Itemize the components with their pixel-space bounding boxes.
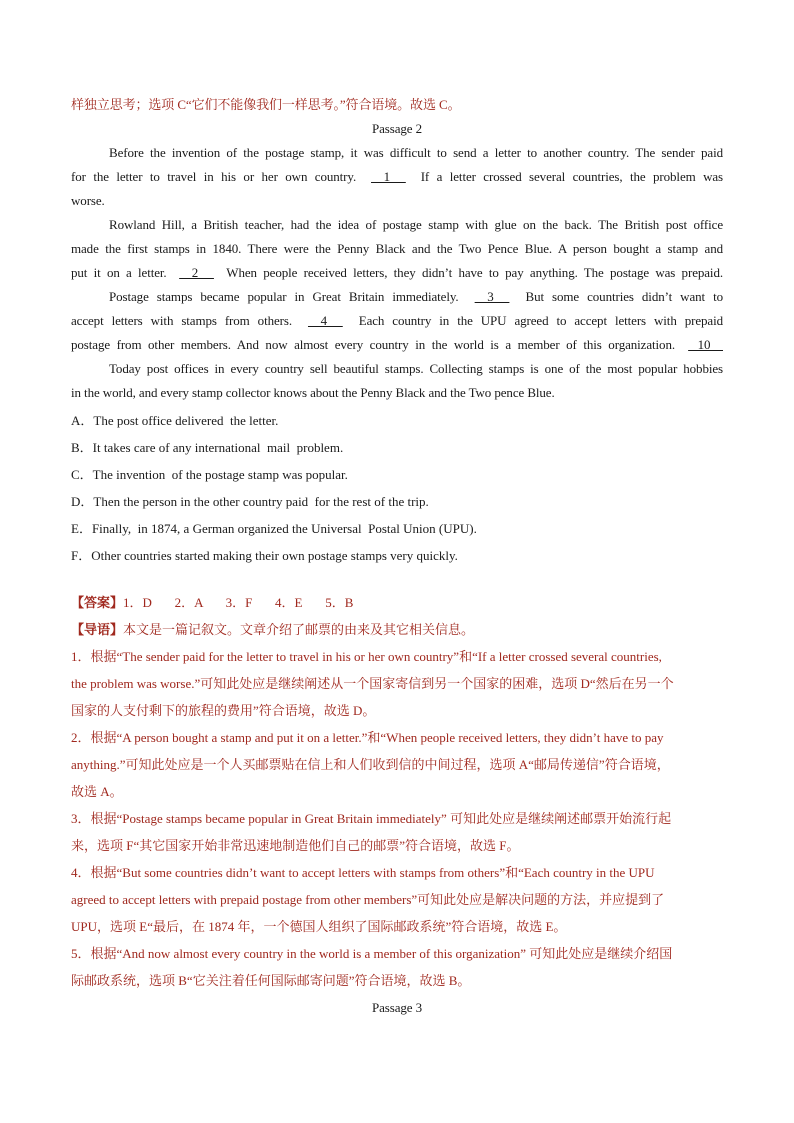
passage-line-text: worse. bbox=[71, 193, 105, 208]
passage-line-text: made the first stamps in 1840. There were the Penny Black and the Two Pence Blue. A person bought a stamp and bbox=[71, 241, 723, 256]
option-item: E．Finally, in 1874, a German organized the Universal Postal Union (UPU). bbox=[71, 521, 477, 536]
passage-line bbox=[71, 189, 723, 213]
option-item: F．Other countries started making their own postage stamps very quickly. bbox=[71, 548, 458, 563]
passage-line-text: Before the invention of the postage stamp, it was difficult to send a letter to another country. The sender paid bbox=[109, 145, 723, 160]
explanations bbox=[71, 643, 723, 994]
option-item: D．Then the person in the other country paid for the rest of the trip. bbox=[71, 494, 429, 509]
document-page bbox=[71, 93, 723, 1020]
passage-2-body bbox=[71, 141, 723, 405]
passage-line bbox=[71, 309, 723, 333]
passage-line-text: accept letters with stamps from others. bbox=[71, 313, 308, 328]
passage-line bbox=[71, 213, 723, 237]
passage-line-text: postage from other members. And now almost every country in the world is a member of this organization. bbox=[71, 337, 689, 352]
passage-line bbox=[71, 357, 723, 381]
passage-line-text: for the letter to travel in his or her own country. bbox=[71, 169, 372, 184]
option-item: C．The invention of the postage stamp was popular. bbox=[71, 467, 348, 482]
answer-label: 【答案】 bbox=[71, 595, 124, 610]
passage-line-text: put it on a letter. bbox=[71, 265, 180, 280]
passage-line bbox=[71, 285, 723, 309]
passage-line-text: But some countries didn’t want to bbox=[509, 289, 723, 304]
guide-label: 【导语】 bbox=[71, 622, 124, 637]
guide-text: 本文是一篇记叙文。文章介绍了邮票的由来及其它相关信息。 bbox=[123, 622, 475, 637]
explanation-line: 2．根据“A person bought a stamp and put it on a letter.”和“When people received letters, they didn’t have to pay bbox=[71, 730, 664, 745]
explanation-line: 国家的人支付剩下的旅程的费用”符合语境，故选 D。 bbox=[71, 703, 376, 718]
answer-blank: 10 bbox=[688, 337, 723, 352]
explanation-line: 5．根据“And now almost every country in the world is a member of this organization” 可知此处应是继续介绍国 bbox=[71, 946, 673, 961]
passage-line bbox=[71, 237, 723, 261]
explanation-line: 4．根据“But some countries didn’t want to accept letters with stamps from others”和“Each country in the UPU bbox=[71, 865, 655, 880]
passage-3-title: Passage 3 bbox=[371, 1000, 422, 1015]
previous-explanation-tail: 样独立思考；选项 C“它们不能像我们一样思考。”符合语境。故选 C。 bbox=[71, 97, 461, 112]
explanation-line: UPU，选项 E“最后，在 1874 年，一个德国人组织了国际邮政系统”符合语境，故选 E。 bbox=[71, 919, 567, 934]
passage-line-text: Each country in the UPU agreed to accept letters with prepaid bbox=[342, 313, 723, 328]
answer-line bbox=[71, 589, 723, 616]
answer-blank: 2 bbox=[179, 265, 214, 280]
passage-line-text: If a letter crossed several countries, the problem was bbox=[405, 169, 723, 184]
passage-2-options bbox=[71, 407, 723, 569]
passage-2-title: Passage 2 bbox=[371, 121, 422, 136]
passage-line bbox=[71, 165, 723, 189]
passage-line-text: in the world, and every stamp collector knows about the Penny Black and the Two pence Blue. bbox=[71, 385, 555, 400]
explanation-line: the problem was worse.”可知此处应是继续阐述从一个国家寄信到另一个国家的困难，选项 D“然后在另一个 bbox=[71, 676, 674, 691]
explanation-line: agreed to accept letters with prepaid postage from other members”可知此处应是解决问题的方法，并应提到了 bbox=[71, 892, 665, 907]
guide-line bbox=[71, 616, 723, 643]
option-item: A．The post office delivered the letter. bbox=[71, 413, 279, 428]
passage-line-text: Postage stamps became popular in Great Britain immediately. bbox=[109, 289, 475, 304]
answer-blank: 3 bbox=[474, 289, 510, 304]
passage-line-text: When people received letters, they didn’t have to pay anything. The postage was prepaid. bbox=[213, 265, 723, 280]
passage-line bbox=[71, 261, 723, 285]
explanation-line: 故选 A。 bbox=[71, 784, 123, 799]
passage-line-text: Rowland Hill, a British teacher, had the idea of postage stamp with glue on the back. The British post office bbox=[109, 217, 723, 232]
option-item: B．It takes care of any international mail problem. bbox=[71, 440, 344, 455]
answer-blank: 4 bbox=[307, 313, 343, 328]
passage-line bbox=[71, 333, 723, 357]
answer-text: 1．D 2．A 3．F 4．E 5．B bbox=[123, 595, 354, 610]
passage-line bbox=[71, 381, 723, 405]
passage-line-text: Today post offices in every country sell beautiful stamps. Collecting stamps is one of the most popular hobbies bbox=[109, 361, 723, 376]
explanation-line: anything.”可知此处应是一个人买邮票贴在信上和人们收到信的中间过程，选项 A“邮局传递信”符合语境， bbox=[71, 757, 670, 772]
passage-line bbox=[71, 141, 723, 165]
answer-blank: 1 bbox=[371, 169, 406, 184]
explanation-line: 际邮政系统，选项 B“它关注着任何国际邮寄问题”符合语境，故选 B。 bbox=[71, 973, 471, 988]
explanation-line: 1．根据“The sender paid for the letter to travel in his or her own country”和“If a letter crossed several countries, bbox=[71, 649, 662, 664]
explanation-line: 3．根据“Postage stamps became popular in Great Britain immediately” 可知此处应是继续阐述邮票开始流行起 bbox=[71, 811, 672, 826]
explanation-line: 来，选项 F“其它国家开始非常迅速地制造他们自己的邮票”符合语境，故选 F。 bbox=[71, 838, 520, 853]
